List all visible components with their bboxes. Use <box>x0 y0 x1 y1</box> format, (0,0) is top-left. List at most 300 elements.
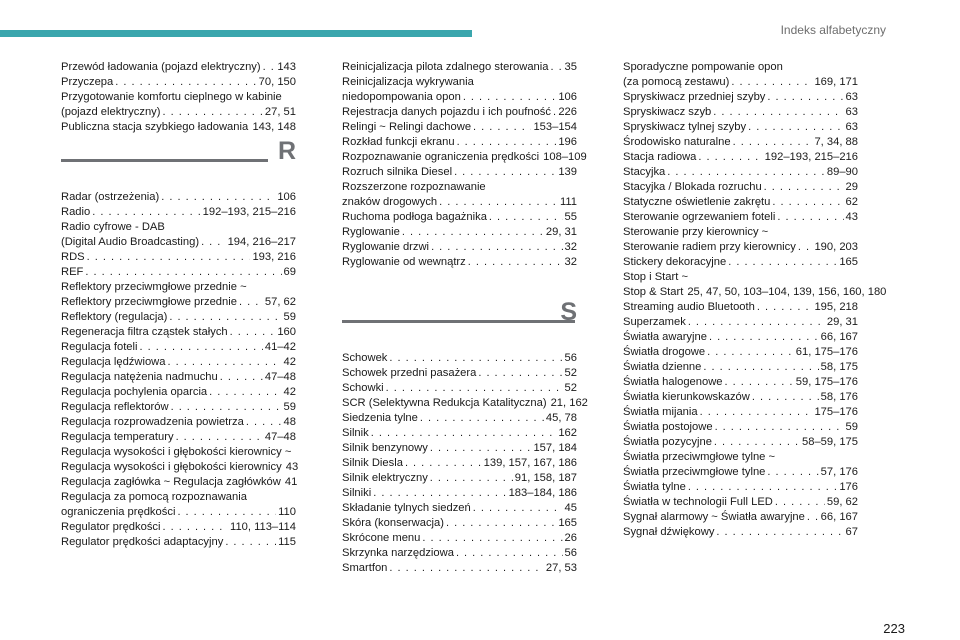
index-entry <box>623 135 858 150</box>
index-entry <box>61 355 296 370</box>
index-page-refs: 111 <box>559 196 577 208</box>
index-group <box>61 190 299 550</box>
index-term: znaków drogowych <box>342 196 438 208</box>
index-term: Stickery dekoracyjne <box>623 256 727 268</box>
page-header-title: Indeks alfabetyczny <box>780 23 886 37</box>
dot-leader <box>731 75 812 90</box>
index-term: Stacyjka / Blokada rozruchu <box>623 181 762 193</box>
index-entry <box>342 456 577 471</box>
index-page-refs: 89–90 <box>826 166 858 178</box>
dot-leader <box>714 435 800 450</box>
index-term: Ryglowanie drzwi <box>342 241 430 253</box>
index-entry <box>623 465 858 480</box>
index-term: Światła pozycyjne <box>623 436 712 448</box>
index-page-refs: 47–48 <box>264 431 296 443</box>
dot-leader <box>420 411 544 426</box>
index-page-refs: 153–154 <box>533 121 577 133</box>
dot-leader <box>162 105 262 120</box>
dot-leader <box>430 471 513 486</box>
index-page-refs: 25, 47, 50, 103–104, 139, 156, 160, 180 <box>687 286 887 298</box>
index-term: Relingi ~ Relingi dachowe <box>342 121 472 133</box>
index-term: Skrócone menu <box>342 532 421 544</box>
dot-leader <box>777 210 843 225</box>
index-page-refs: 57, 62 <box>264 296 296 308</box>
index-entry <box>342 486 577 501</box>
index-term: Regulacja rozprowadzenia powietrza <box>61 416 244 428</box>
index-entry <box>623 495 858 510</box>
dot-leader <box>688 315 825 330</box>
index-page-refs: 194, 216–217 <box>227 236 296 248</box>
dot-leader <box>446 516 556 531</box>
dot-leader <box>463 90 557 105</box>
dot-leader <box>728 255 837 270</box>
index-page-refs: 56 <box>564 547 577 559</box>
index-entry <box>623 75 858 90</box>
index-page-refs: 47–48 <box>264 371 296 383</box>
index-term: RDS <box>61 251 85 263</box>
index-term: Regulacja lędźwiowa <box>61 356 166 368</box>
index-term: Streaming audio Bluetooth <box>623 301 755 313</box>
index-page-refs: 106 <box>558 91 577 103</box>
index-term: Regulacja foteli <box>61 341 138 353</box>
dot-leader <box>239 295 263 310</box>
index-page-refs: 196 <box>558 136 577 148</box>
index-entry <box>623 315 858 330</box>
dot-leader <box>115 75 256 90</box>
dot-leader <box>169 310 281 325</box>
index-entry <box>61 250 296 265</box>
index-entry <box>342 471 577 486</box>
index-page-refs: 139 <box>558 166 577 178</box>
index-entry <box>623 285 887 300</box>
index-term: Spryskiwacz szyb <box>623 106 712 118</box>
index-subheading: Przygotowanie komfortu cieplnego w kabinie <box>61 91 282 103</box>
index-subheading: Radio cyfrowe - DAB <box>61 221 165 233</box>
index-entry <box>61 400 296 415</box>
index-page-refs: 157, 184 <box>533 442 577 454</box>
dot-leader <box>715 420 844 435</box>
index-term: Regulacja temperatury <box>61 431 174 443</box>
index-entry <box>342 195 577 210</box>
dot-leader <box>140 340 263 355</box>
index-term: Radar (ostrzeżenia) <box>61 191 160 203</box>
index-group <box>342 60 587 270</box>
index-page-refs: 56 <box>564 352 577 364</box>
index-term: Regulacja zagłówka ~ Regulacja zagłówków <box>61 476 281 488</box>
index-page-refs: 42 <box>283 356 296 368</box>
index-page-refs: 91, 158, 187 <box>514 472 577 484</box>
index-page-refs: 106 <box>277 191 296 203</box>
index-entry <box>342 135 577 150</box>
index-page-refs: 176 <box>839 481 858 493</box>
index-page-refs: 190, 203 <box>814 241 858 253</box>
index-subheading: Stop i Start ~ <box>623 271 688 283</box>
index-term: Regulator prędkości <box>61 521 161 533</box>
index-entry <box>61 370 296 385</box>
index-group <box>623 60 887 540</box>
index-term: Stacja radiowa <box>623 151 697 163</box>
index-entry <box>342 225 577 240</box>
dot-leader <box>473 501 563 516</box>
dot-leader <box>698 150 762 165</box>
dot-leader <box>716 525 843 540</box>
dot-leader <box>92 205 200 220</box>
index-entry <box>61 430 296 445</box>
index-term: Rozkład funkcji ekranu <box>342 136 455 148</box>
index-term: Światła przeciwmgłowe tylne <box>623 466 766 478</box>
index-entry <box>61 325 296 340</box>
index-page-refs: 45 <box>564 502 577 514</box>
index-subheading: Regulacja za pomocą rozpoznawania <box>61 491 247 503</box>
index-page-refs: 108–109 <box>543 151 587 163</box>
index-term: (za pomocą zestawu) <box>623 76 730 88</box>
index-page-refs: 59 <box>283 311 296 323</box>
index-term: REF <box>61 266 84 278</box>
index-term: Schowki <box>342 382 384 394</box>
index-entry <box>623 210 858 225</box>
index-term: Sterowanie ogrzewaniem foteli <box>623 211 776 223</box>
index-page-refs: 192–193, 215–216 <box>202 206 296 218</box>
index-column-1 <box>61 60 299 550</box>
index-term: Reflektory przeciwmgłowe przednie <box>61 296 237 308</box>
index-term: Silnik benzynowy <box>342 442 428 454</box>
index-entry <box>623 120 858 135</box>
dot-leader <box>430 441 532 456</box>
index-column-2 <box>342 60 588 576</box>
dot-leader <box>263 60 276 75</box>
index-entry <box>623 330 858 345</box>
index-entry <box>61 120 296 135</box>
index-entry <box>61 105 296 120</box>
index-entry <box>342 60 577 75</box>
dot-leader <box>386 381 563 396</box>
index-page-refs: 70, 150 <box>258 76 296 88</box>
index-term: Regulacja pochylenia oparcia <box>61 386 208 398</box>
index-page-refs: 35 <box>564 61 577 73</box>
index-entry <box>623 240 858 255</box>
index-subheading: Rozszerzone rozpoznawanie <box>342 181 486 193</box>
index-page-refs: 27, 51 <box>264 106 296 118</box>
index-entry <box>623 195 858 210</box>
dot-leader <box>709 330 819 345</box>
index-entry <box>623 435 858 450</box>
index-term: Regulacja wysokości i głębokości kierownicy <box>61 461 282 473</box>
dot-leader <box>389 351 562 366</box>
index-term: Regulator prędkości adaptacyjny <box>61 536 224 548</box>
section-divider-s <box>342 296 577 351</box>
dot-leader <box>748 120 843 135</box>
index-entry <box>623 255 858 270</box>
index-page-refs: 61, 175–176 <box>795 346 858 358</box>
index-page-refs: 29, 31 <box>545 226 577 238</box>
dot-leader <box>707 345 794 360</box>
index-term: Światła dzienne <box>623 361 702 373</box>
dot-leader <box>230 325 276 340</box>
dot-leader <box>757 300 813 315</box>
index-entry <box>342 210 577 225</box>
index-entry <box>342 381 577 396</box>
index-entry <box>623 165 858 180</box>
dot-leader <box>220 370 263 385</box>
index-term: Światła mijania <box>623 406 698 418</box>
index-entry <box>61 520 296 535</box>
index-term: Skóra (konserwacja) <box>342 517 444 529</box>
dot-leader <box>177 505 276 520</box>
index-page-refs: 165 <box>839 256 858 268</box>
dot-leader <box>373 486 506 501</box>
dot-leader <box>667 165 825 180</box>
index-term: Środowisko naturalne <box>623 136 731 148</box>
dot-leader <box>161 190 275 205</box>
index-term: Rozpoznawanie ograniczenia prędkości <box>342 151 540 163</box>
index-term: niedopompowania opon <box>342 91 461 103</box>
index-page-refs: 59 <box>283 401 296 413</box>
index-page-refs: 57, 176 <box>820 466 858 478</box>
page-number: 223 <box>883 621 905 636</box>
section-letter: S <box>560 298 577 326</box>
dot-leader <box>171 400 282 415</box>
index-page-refs: 41–42 <box>264 341 296 353</box>
index-page-refs: 63 <box>845 91 858 103</box>
index-entry <box>61 505 296 520</box>
index-entry <box>342 90 577 105</box>
index-page-refs: 32 <box>564 256 577 268</box>
index-entry <box>61 60 296 75</box>
index-page-refs: 32 <box>564 241 577 253</box>
dot-leader <box>163 520 229 535</box>
index-entry <box>623 105 858 120</box>
index-page-refs: 66, 167 <box>820 511 858 523</box>
index-term: (Digital Audio Broadcasting) <box>61 236 200 248</box>
index-entry <box>342 441 577 456</box>
dot-leader <box>725 375 794 390</box>
index-entry <box>623 375 858 390</box>
dot-leader <box>456 546 563 561</box>
index-page-refs: 110 <box>278 506 296 518</box>
dot-leader <box>422 531 562 546</box>
index-term: Sygnał alarmowy ~ Światła awaryjne <box>623 511 805 523</box>
index-subheading: Sterowanie przy kierownicy ~ <box>623 226 769 238</box>
index-term: Składanie tylnych siedzeń <box>342 502 471 514</box>
index-entry <box>342 561 577 576</box>
index-page-refs: 66, 167 <box>820 331 858 343</box>
index-entry <box>61 415 296 430</box>
index-entry <box>623 525 858 540</box>
index-term: Ryglowanie od wewnątrz <box>342 256 466 268</box>
index-page-refs: 21, 162 <box>550 397 588 409</box>
dot-leader <box>767 465 818 480</box>
index-entry <box>61 310 296 325</box>
index-entry <box>623 180 858 195</box>
index-term: Światła w technologii Full LED <box>623 496 773 508</box>
dot-leader <box>405 456 482 471</box>
index-column-3 <box>623 60 887 540</box>
index-page-refs: 59, 175–176 <box>795 376 858 388</box>
dot-leader <box>713 105 843 120</box>
dot-leader <box>439 195 558 210</box>
dot-leader <box>553 105 556 120</box>
index-entry <box>61 295 296 310</box>
index-page-refs: 58, 176 <box>820 391 858 403</box>
index-term: Ryglowanie <box>342 226 400 238</box>
index-term: Przewód ładowania (pojazd elektryczny) <box>61 61 261 73</box>
section-divider-r <box>61 135 296 190</box>
index-group <box>342 351 588 576</box>
index-term: Światła awaryjne <box>623 331 707 343</box>
index-entry <box>623 405 858 420</box>
index-entry <box>623 480 858 495</box>
index-term: Stacyjka <box>623 166 666 178</box>
index-page-refs: 59 <box>845 421 858 433</box>
dot-leader <box>454 165 556 180</box>
index-entry <box>623 390 858 405</box>
index-term: Silnik Diesla <box>342 457 403 469</box>
index-entry <box>61 205 296 220</box>
index-page-refs: 29, 31 <box>826 316 858 328</box>
index-page-refs: 169, 171 <box>814 76 858 88</box>
dot-leader <box>550 60 562 75</box>
index-page-refs: 45, 78 <box>545 412 577 424</box>
index-term: Przyczepa <box>61 76 114 88</box>
index-entry <box>623 345 858 360</box>
index-entry <box>623 300 858 315</box>
dot-leader <box>176 430 263 445</box>
index-page-refs: 42 <box>283 386 296 398</box>
index-term: Regeneracja filtra cząstek stałych <box>61 326 228 338</box>
index-term: Światła tylne <box>623 481 686 493</box>
index-page-refs: 139, 157, 167, 186 <box>483 457 577 469</box>
index-page-refs: 29 <box>845 181 858 193</box>
index-page-refs: 59, 62 <box>826 496 858 508</box>
index-entry <box>623 150 858 165</box>
index-entry <box>61 265 296 280</box>
index-entry <box>61 460 299 475</box>
index-page-refs: 7, 34, 88 <box>814 136 858 148</box>
index-term: Superzamek <box>623 316 686 328</box>
index-term: Światła drogowe <box>623 346 706 358</box>
dot-leader <box>402 225 544 240</box>
dot-leader <box>807 510 819 525</box>
section-divider-rule <box>61 159 268 162</box>
index-entry <box>61 190 296 205</box>
index-entry <box>342 150 587 165</box>
index-entry <box>61 385 296 400</box>
dot-leader <box>772 195 843 210</box>
index-entry <box>61 75 296 90</box>
index-term: Światła postojowe <box>623 421 713 433</box>
index-term: Schowek przedni pasażera <box>342 367 477 379</box>
index-term: Reinicjalizacja pilota zdalnego sterowania <box>342 61 549 73</box>
index-page-refs: 27, 53 <box>545 562 577 574</box>
index-entry <box>342 531 577 546</box>
index-term: Statyczne oświetlenie zakrętu <box>623 196 771 208</box>
index-entry <box>342 120 577 135</box>
index-entry <box>342 105 577 120</box>
index-term: (pojazd elektryczny) <box>61 106 161 118</box>
index-term: Spryskiwacz tylnej szyby <box>623 121 747 133</box>
dot-leader <box>371 426 557 441</box>
index-entry <box>342 426 577 441</box>
dot-leader <box>431 240 562 255</box>
index-entry <box>61 475 296 490</box>
index-term: Ruchoma podłoga bagażnika <box>342 211 487 223</box>
dot-leader <box>473 120 531 135</box>
dot-leader <box>389 561 544 576</box>
index-page-refs: 58–59, 175 <box>802 436 858 448</box>
dot-leader <box>703 360 818 375</box>
dot-leader <box>489 210 563 225</box>
section-letter: R <box>277 137 296 165</box>
section-divider-rule <box>342 320 575 323</box>
index-entry <box>342 255 577 270</box>
index-term: Smartfon <box>342 562 388 574</box>
index-page-refs: 143, 148 <box>252 121 296 133</box>
index-page-refs: 48 <box>283 416 296 428</box>
index-page-refs: 193, 216 <box>252 251 296 263</box>
index-page-refs: 226 <box>558 106 577 118</box>
index-page-refs: 165 <box>558 517 577 529</box>
index-page-refs: 143 <box>277 61 296 73</box>
dot-leader <box>775 495 825 510</box>
index-page-refs: 69 <box>283 266 296 278</box>
index-term: Światła kierunkowskazów <box>623 391 750 403</box>
index-subheading: Światła przeciwmgłowe tylne ~ <box>623 451 776 463</box>
index-page-refs: 43 <box>845 211 858 223</box>
index-term: Sygnał dźwiękowy <box>623 526 715 538</box>
dot-leader <box>688 480 838 495</box>
index-subheading: Sporadyczne pompowanie opon <box>623 61 783 73</box>
index-page-refs: 52 <box>564 367 577 379</box>
index-term: Rozruch silnika Diesel <box>342 166 453 178</box>
dot-leader <box>468 255 563 270</box>
dot-leader <box>167 355 281 370</box>
index-term: Reflektory (regulacja) <box>61 311 168 323</box>
index-entry <box>342 351 577 366</box>
dot-leader <box>225 535 276 550</box>
index-term: Radio <box>61 206 91 218</box>
index-page-refs: 192–193, 215–216 <box>764 151 858 163</box>
index-subheading: Reflektory przeciwmgłowe przednie ~ <box>61 281 247 293</box>
dot-leader <box>700 405 813 420</box>
index-entry <box>623 360 858 375</box>
header-accent-bar <box>0 30 472 37</box>
index-entry <box>623 420 858 435</box>
index-entry <box>342 411 577 426</box>
index-term: ograniczenia prędkości <box>61 506 176 518</box>
index-entry <box>623 90 858 105</box>
index-term: Siedzenia tylne <box>342 412 418 424</box>
dot-leader <box>798 240 813 255</box>
index-page-refs: 43 <box>285 461 299 473</box>
index-entry <box>61 535 296 550</box>
index-entry <box>342 366 577 381</box>
dot-leader <box>246 415 282 430</box>
index-page-refs: 58, 175 <box>820 361 858 373</box>
dot-leader <box>209 385 281 400</box>
index-entry <box>61 235 296 250</box>
index-term: Silnik <box>342 427 369 439</box>
dot-leader <box>767 90 843 105</box>
index-entry <box>342 516 577 531</box>
dot-leader <box>478 366 562 381</box>
index-entry <box>342 546 577 561</box>
index-term: Stop & Start <box>623 286 684 298</box>
index-term: Światła halogenowe <box>623 376 723 388</box>
index-term: Schowek <box>342 352 388 364</box>
dot-leader <box>752 390 819 405</box>
index-page-refs: 55 <box>564 211 577 223</box>
index-page-refs: 63 <box>845 106 858 118</box>
